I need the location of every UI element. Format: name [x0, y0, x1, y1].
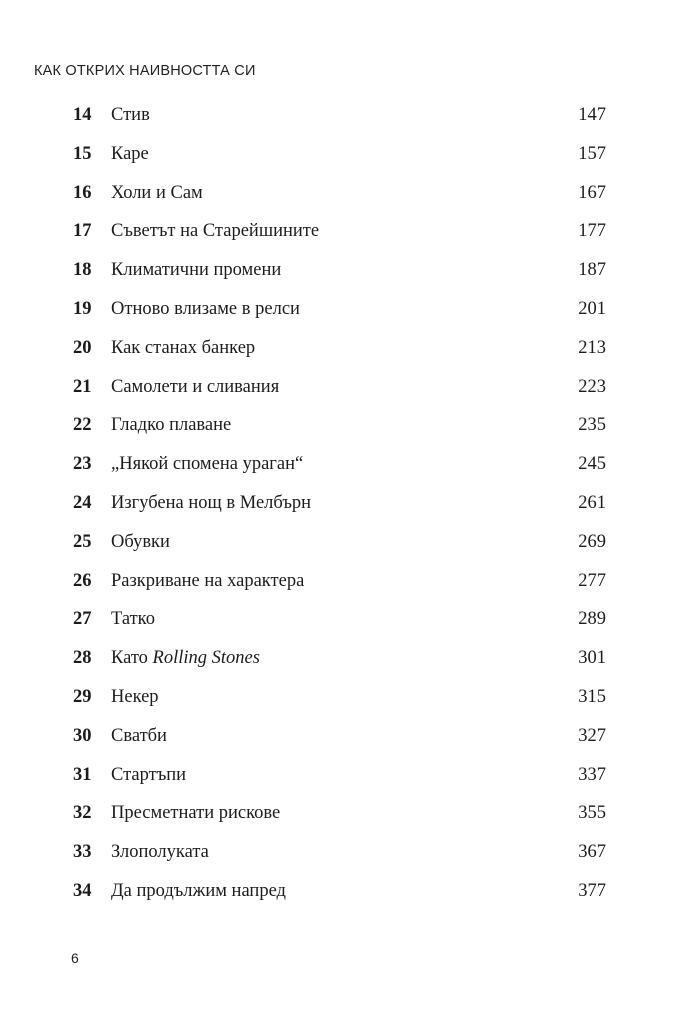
toc-entry-25: [0, 523, 700, 562]
chapter-title: Злополуката: [111, 842, 209, 863]
chapter-number: 22: [73, 415, 92, 436]
page-number: 355: [578, 803, 606, 824]
toc-entry-30: [0, 717, 700, 756]
chapter-number: 26: [73, 570, 92, 591]
chapter-number: 20: [73, 337, 92, 358]
page-number: 315: [578, 686, 606, 707]
toc-entry-31: [0, 756, 700, 795]
chapter-number: 15: [73, 143, 92, 164]
toc-entry-26: [0, 562, 700, 601]
toc-entry-16: [0, 174, 700, 213]
page-number: 277: [578, 570, 606, 591]
chapter-title: Стартъпи: [111, 764, 187, 785]
running-head: КАК ОТКРИХ НАИВНОСТТА СИ: [34, 63, 256, 79]
chapter-title: Сватби: [111, 725, 167, 746]
toc-entry-32: [0, 794, 700, 833]
page-folio: 6: [71, 950, 79, 966]
chapter-title-text: Като: [111, 648, 148, 669]
chapter-number: 28: [73, 648, 92, 669]
page-number: 327: [578, 725, 606, 746]
chapter-title: [111, 648, 260, 669]
page-number: 269: [578, 531, 606, 552]
page-number: 177: [578, 221, 606, 242]
page-number: 367: [578, 842, 606, 863]
chapter-number: 23: [73, 454, 92, 475]
chapter-title: Как станах банкер: [111, 337, 256, 358]
page-number: 261: [578, 492, 606, 513]
chapter-title: Некер: [111, 686, 159, 707]
chapter-number: 29: [73, 686, 92, 707]
page-number: 289: [578, 609, 606, 630]
toc-entry-15: [0, 135, 700, 174]
chapter-title: Съветът на Старейшините: [111, 221, 320, 242]
toc-entry-19: [0, 290, 700, 329]
toc-entry-27: [0, 600, 700, 639]
chapter-number: 34: [73, 880, 92, 901]
chapter-title: Каре: [111, 143, 149, 164]
toc-entry-24: [0, 484, 700, 523]
chapter-title: Да продължим напред: [111, 880, 286, 901]
page-number: 301: [578, 648, 606, 669]
page-number: 377: [578, 880, 606, 901]
toc-entry-23: [0, 445, 700, 484]
page-number: 235: [578, 415, 606, 436]
chapter-number: 16: [73, 182, 92, 203]
toc-entry-17: [0, 212, 700, 251]
toc-entry-18: [0, 251, 700, 290]
chapter-title-italic: Rolling Stones: [152, 648, 260, 669]
page-number: 213: [578, 337, 606, 358]
page-number: 157: [578, 143, 606, 164]
toc-entry-33: [0, 833, 700, 872]
chapter-number: 33: [73, 842, 92, 863]
chapter-title: Стив: [111, 105, 150, 125]
chapter-title: Гладко плаване: [111, 415, 232, 436]
chapter-number: 17: [73, 221, 92, 242]
chapter-number: 27: [73, 609, 92, 630]
chapter-title: Разкриване на характера: [111, 570, 305, 591]
toc-entry-28: [0, 639, 700, 678]
toc-entry-21: [0, 368, 700, 407]
page-number: 167: [578, 182, 606, 203]
chapter-number: 18: [73, 260, 92, 281]
chapter-number: 21: [73, 376, 92, 397]
toc-entry-14: [0, 96, 700, 135]
chapter-number: 25: [73, 531, 92, 552]
chapter-title: „Някой спомена ураган“: [111, 454, 304, 475]
toc-entry-22: [0, 406, 700, 445]
chapter-title: Климатични промени: [111, 260, 282, 281]
chapter-number: 30: [73, 725, 92, 746]
table-of-contents: [0, 96, 700, 911]
chapter-number: 19: [73, 298, 92, 319]
chapter-title: Холи и Сам: [111, 182, 203, 203]
chapter-number: 31: [73, 764, 92, 785]
page-number: 187: [578, 260, 606, 281]
chapter-title: Татко: [111, 609, 155, 630]
chapter-number: 32: [73, 803, 92, 824]
toc-entry-34: [0, 872, 700, 911]
page-number: 223: [578, 376, 606, 397]
page-number: 147: [578, 105, 606, 125]
chapter-title: Пресметнати рискове: [111, 803, 281, 824]
page-number: 245: [578, 454, 606, 475]
chapter-number: 14: [73, 105, 92, 125]
page-number: 337: [578, 764, 606, 785]
chapter-title: Самолети и сливания: [111, 376, 280, 397]
chapter-number: 24: [73, 492, 92, 513]
page-number: 201: [578, 298, 606, 319]
toc-entry-29: [0, 678, 700, 717]
chapter-title: Изгубена нощ в Мелбърн: [111, 492, 312, 513]
chapter-title: Обувки: [111, 531, 170, 552]
chapter-title: Отново влизаме в релси: [111, 298, 300, 319]
toc-entry-20: [0, 329, 700, 368]
